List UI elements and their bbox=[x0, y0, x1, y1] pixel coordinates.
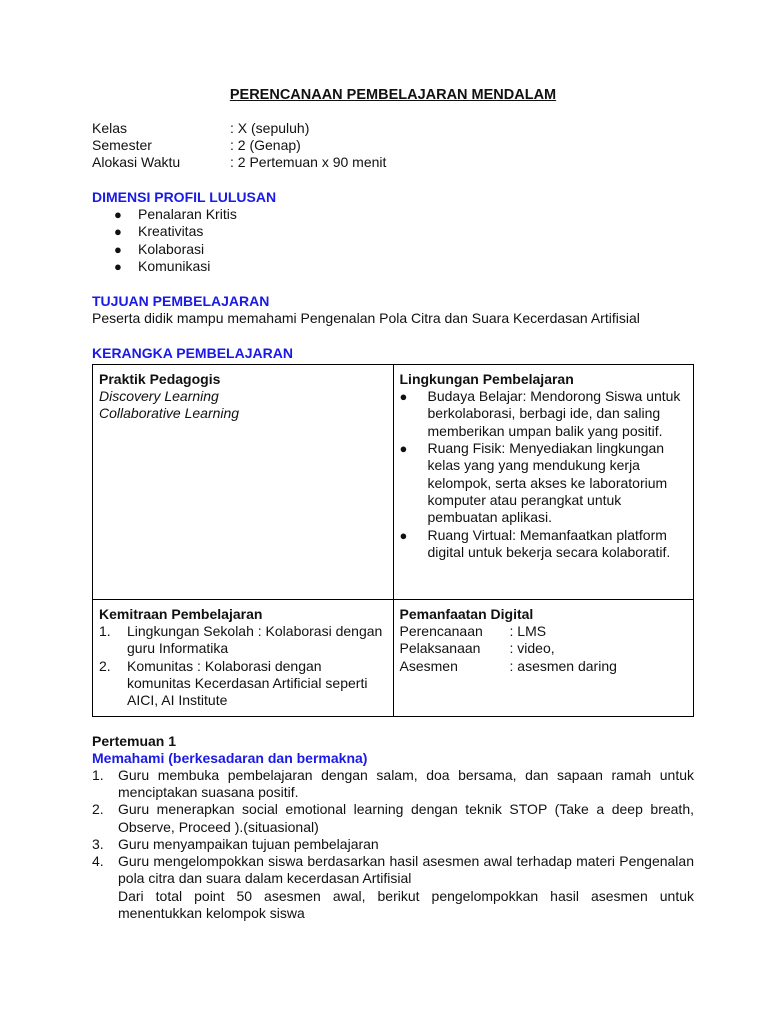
meta-row-alokasi-waktu bbox=[92, 154, 694, 171]
meta-label: Kelas bbox=[92, 120, 128, 136]
digital-row bbox=[400, 640, 688, 657]
list-item bbox=[114, 206, 694, 223]
bullet-icon: ● bbox=[114, 241, 122, 257]
digital-value: : asesmen daring bbox=[509, 657, 617, 674]
list-item bbox=[400, 440, 688, 526]
meta-value: : X (sepuluh) bbox=[230, 120, 310, 136]
list-number: 3. bbox=[92, 835, 104, 852]
meta-row-semester bbox=[92, 137, 694, 154]
partnership-list bbox=[99, 623, 387, 709]
list-number: 2. bbox=[99, 657, 111, 674]
list-item bbox=[92, 801, 694, 836]
list-item-text: Guru mengelompokkan siswa berdasarkan hasil asesmen awal terhadap materi Pengenalan pola citra dan suara dalam kecerdasan Artifisial bbox=[118, 853, 694, 887]
list-number: 1. bbox=[99, 623, 111, 640]
list-item-text: Komunikasi bbox=[138, 257, 211, 274]
meta-value: : 2 Pertemuan x 90 menit bbox=[230, 154, 387, 170]
list-item-text: Guru membuka pembelajaran dengan salam, doa bersama, dan sapaan ramah untuk menciptakan suasana positif. bbox=[118, 766, 694, 800]
bullet-icon: ● bbox=[114, 207, 122, 222]
pedagogy-heading: Praktik Pedagogis bbox=[99, 371, 221, 388]
list-item-text: Lingkungan Sekolah : Kolaborasi dengan guru Informatika bbox=[127, 623, 383, 657]
list-item-text: Komunitas : Kolaborasi dengan komunitas Kecerdasan Artificial seperti AICI, AI Institute bbox=[127, 657, 368, 709]
list-item-text: Kreativitas bbox=[138, 223, 204, 240]
document-title: PERENCANAAN PEMBELAJARAN MENDALAM bbox=[229, 87, 557, 103]
environment-cell bbox=[393, 365, 694, 600]
partnership-cell bbox=[93, 600, 394, 716]
list-item bbox=[92, 853, 694, 922]
list-item-text: Kolaborasi bbox=[138, 240, 205, 257]
list-item bbox=[400, 388, 688, 440]
environment-heading: Lingkungan Pembelajaran bbox=[399, 371, 574, 388]
meta-block bbox=[92, 120, 694, 171]
digital-row bbox=[400, 658, 688, 675]
table-row bbox=[93, 365, 694, 600]
digital-label: Asesmen bbox=[399, 657, 458, 674]
digital-heading: Pemanfaatan Digital bbox=[399, 606, 534, 623]
pedagogy-cell bbox=[93, 365, 394, 600]
list-item-text: Ruang Virtual: Memanfaatkan platform digital untuk bekerja secara kolaboratif. bbox=[427, 526, 671, 560]
pedagogy-item: Collaborative Learning bbox=[99, 405, 240, 422]
document-page bbox=[92, 86, 694, 922]
digital-value: : video, bbox=[509, 640, 555, 657]
partnership-heading: Kemitraan Pembelajaran bbox=[99, 606, 263, 623]
list-item-text: Penalaran Kritis bbox=[138, 206, 237, 222]
list-item bbox=[114, 258, 694, 275]
list-item-body bbox=[118, 853, 694, 922]
list-item bbox=[92, 836, 694, 853]
meeting-subtitle: Memahami (berkesadaran dan bermakna) bbox=[92, 749, 368, 766]
list-item bbox=[99, 623, 387, 658]
meta-label: Semester bbox=[92, 137, 152, 153]
bullet-icon: ● bbox=[399, 389, 408, 405]
meeting-steps bbox=[92, 767, 694, 923]
goal-heading: TUJUAN PEMBELAJARAN bbox=[92, 293, 270, 310]
digital-row bbox=[400, 623, 688, 640]
list-item bbox=[114, 223, 694, 240]
goal-text: Peserta didik mampu memahami Pengenalan Pola Citra dan Suara Kecerdasan Artifisial bbox=[92, 310, 640, 327]
list-number: 4. bbox=[92, 853, 104, 870]
environment-list bbox=[400, 388, 688, 561]
digital-label: Perencanaan bbox=[399, 623, 483, 640]
list-item-text: Guru menerapkan social emotional learning dengan teknik STOP (Take a deep breath, Observe, Proceed ).(situasional) bbox=[118, 801, 694, 835]
list-number: 2. bbox=[92, 801, 104, 818]
meeting-title: Pertemuan 1 bbox=[92, 732, 177, 749]
table-row bbox=[93, 600, 694, 716]
digital-value: : LMS bbox=[509, 623, 547, 640]
list-number: 1. bbox=[92, 766, 104, 783]
list-item bbox=[92, 767, 694, 802]
framework-heading: KERANGKA PEMBELAJARAN bbox=[92, 345, 293, 362]
bullet-icon: ● bbox=[399, 441, 408, 457]
bullet-icon: ● bbox=[399, 527, 408, 543]
list-item-text: Ruang Fisik: Menyediakan lingkungan kelas yang yang mendukung kerja kelompok, serta akses ke laboratorium komputer atau perangkat untuk pembuatan aplikasi. bbox=[427, 440, 668, 526]
profile-list bbox=[92, 206, 694, 275]
list-item bbox=[99, 658, 387, 710]
digital-cell bbox=[393, 600, 694, 716]
bullet-icon: ● bbox=[114, 258, 122, 274]
list-item-text: Budaya Belajar: Mendorong Siswa untuk berkolaborasi, berbagi ide, dan saling memberikan umpan balik yang positif. bbox=[427, 388, 681, 439]
list-item bbox=[114, 241, 694, 258]
digital-label: Pelaksanaan bbox=[399, 640, 481, 657]
list-item-extra: Dari total point 50 asesmen awal, berikut pengelompokkan hasil asesmen untuk menentukkan kelompok siswa bbox=[118, 887, 694, 922]
meta-row-kelas bbox=[92, 120, 694, 137]
meta-label: Alokasi Waktu bbox=[92, 154, 181, 170]
bullet-icon: ● bbox=[114, 224, 122, 240]
profile-heading: DIMENSI PROFIL LULUSAN bbox=[92, 189, 277, 205]
list-item-text: Guru menyampaikan tujuan pembelajaran bbox=[118, 835, 379, 852]
meta-value: : 2 (Genap) bbox=[230, 137, 301, 153]
pedagogy-item: Discovery Learning bbox=[99, 388, 219, 405]
framework-table bbox=[92, 364, 694, 716]
list-item bbox=[400, 527, 688, 562]
